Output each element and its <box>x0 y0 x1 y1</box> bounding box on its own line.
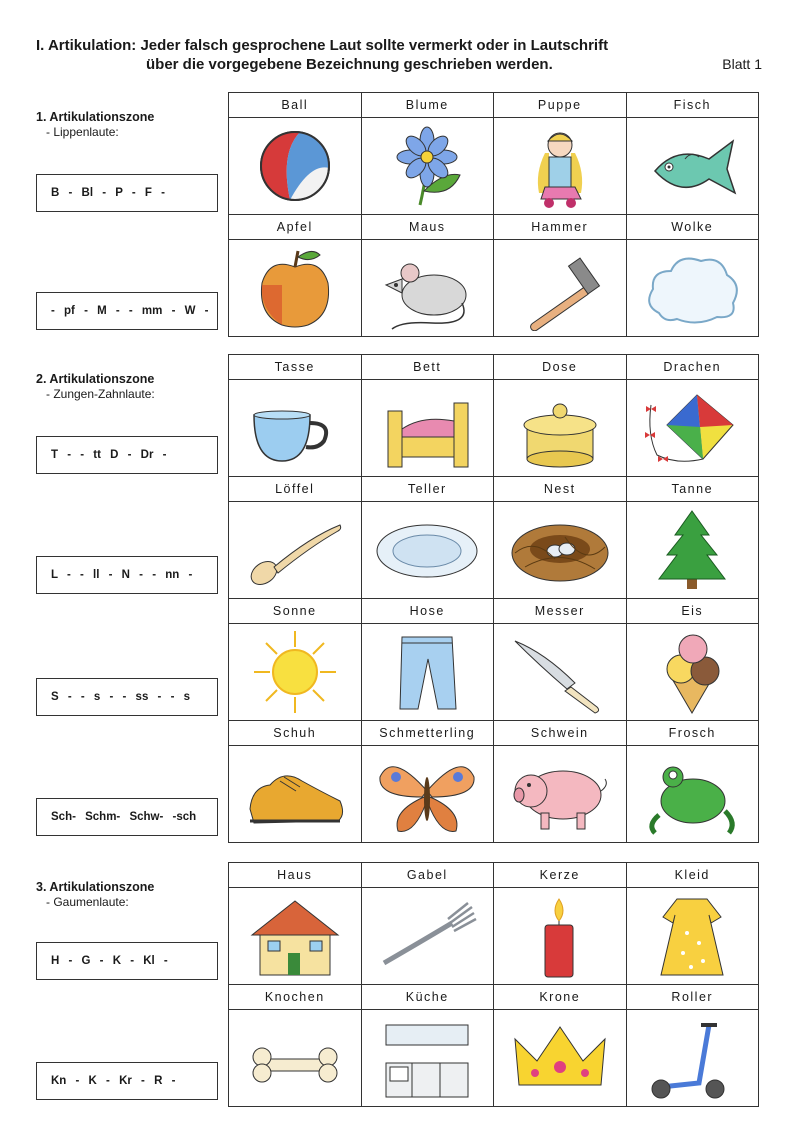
word-label: Hose <box>362 599 494 624</box>
word-label: Fisch <box>627 93 759 118</box>
scooter-icon <box>627 1010 759 1106</box>
box-icon <box>494 380 626 476</box>
word-label: Roller <box>627 985 759 1010</box>
word-card <box>229 985 362 1107</box>
zone-2-subtitle: - Zungen-Zahnlaute: <box>46 387 155 401</box>
word-label: Nest <box>494 477 626 502</box>
fork-icon <box>362 888 494 984</box>
word-row <box>229 863 759 985</box>
word-label: Puppe <box>494 93 626 118</box>
word-card <box>627 599 760 721</box>
sound-box: T - - tt D - Dr - <box>36 436 218 474</box>
sound-box: Kn - K - Kr - R - <box>36 1062 218 1100</box>
word-label: Schmetterling <box>362 721 494 746</box>
instruction-header <box>36 36 608 74</box>
instruction-line-1: I. Artikulation: Jeder falsch gesprochene Laut sollte vermerkt oder in Lautschrift <box>36 37 609 54</box>
word-card <box>362 355 495 477</box>
sheet-number: Blatt 1 <box>722 56 762 72</box>
word-label: Löffel <box>229 477 361 502</box>
word-card <box>627 215 760 337</box>
word-label: Maus <box>362 215 494 240</box>
word-row <box>229 355 759 477</box>
word-grid-zone-2 <box>228 354 759 843</box>
nest-icon <box>494 502 626 598</box>
word-row <box>229 599 759 721</box>
mouse-icon <box>362 240 494 336</box>
bed-icon <box>362 380 494 476</box>
word-label: Sonne <box>229 599 361 624</box>
sound-box: Sch- Schm- Schw- -sch <box>36 798 218 836</box>
word-card <box>362 477 495 599</box>
word-label: Drachen <box>627 355 759 380</box>
word-card <box>627 863 760 985</box>
sound-box: H - G - K - Kl - <box>36 942 218 980</box>
word-label: Kerze <box>494 863 626 888</box>
spoon-icon <box>229 502 361 598</box>
word-label: Messer <box>494 599 626 624</box>
ice-cream-icon <box>627 624 759 720</box>
sun-icon <box>229 624 361 720</box>
word-label: Wolke <box>627 215 759 240</box>
sound-box: S - - s - - ss - - s <box>36 678 218 716</box>
word-label: Haus <box>229 863 361 888</box>
word-row <box>229 721 759 843</box>
word-card <box>229 477 362 599</box>
word-card <box>229 215 362 337</box>
word-row <box>229 93 759 215</box>
word-label: Kleid <box>627 863 759 888</box>
zone-3-subtitle: - Gaumenlaute: <box>46 895 129 909</box>
word-card <box>362 215 495 337</box>
word-card <box>229 355 362 477</box>
butterfly-icon <box>362 746 494 842</box>
word-card <box>229 93 362 215</box>
word-label: Schwein <box>494 721 626 746</box>
frog-icon <box>627 746 759 842</box>
fish-icon <box>627 118 759 214</box>
word-label: Knochen <box>229 985 361 1010</box>
knife-icon <box>494 624 626 720</box>
word-label: Frosch <box>627 721 759 746</box>
zone-2-title: 2. Artikulationszone <box>36 372 155 386</box>
word-label: Tasse <box>229 355 361 380</box>
word-card <box>627 355 760 477</box>
word-label: Gabel <box>362 863 494 888</box>
word-grid-zone-3 <box>228 862 759 1107</box>
candle-icon <box>494 888 626 984</box>
word-label: Krone <box>494 985 626 1010</box>
word-card <box>494 863 627 985</box>
word-label: Eis <box>627 599 759 624</box>
instruction-line-2: über die vorgegebene Bezeichnung geschrieben werden. <box>146 56 553 73</box>
word-row <box>229 215 759 337</box>
cup-icon <box>229 380 361 476</box>
shoe-icon <box>229 746 361 842</box>
flower-icon <box>362 118 494 214</box>
word-label: Apfel <box>229 215 361 240</box>
word-card <box>627 477 760 599</box>
house-icon <box>229 888 361 984</box>
zone-1-subtitle: - Lippenlaute: <box>46 125 119 139</box>
word-card <box>627 985 760 1107</box>
word-card <box>494 93 627 215</box>
apple-icon <box>229 240 361 336</box>
word-label: Bett <box>362 355 494 380</box>
pig-icon <box>494 746 626 842</box>
word-card <box>494 599 627 721</box>
word-card <box>362 863 495 985</box>
word-card <box>362 599 495 721</box>
word-grid-zone-1 <box>228 92 759 337</box>
hammer-icon <box>494 240 626 336</box>
ball-icon <box>229 118 361 214</box>
word-row <box>229 477 759 599</box>
word-card <box>362 985 495 1107</box>
word-card <box>627 721 760 843</box>
word-card <box>362 721 495 843</box>
word-label: Dose <box>494 355 626 380</box>
bone-icon <box>229 1010 361 1106</box>
word-row <box>229 985 759 1107</box>
word-card <box>494 477 627 599</box>
word-label: Teller <box>362 477 494 502</box>
word-label: Ball <box>229 93 361 118</box>
word-card <box>229 721 362 843</box>
kitchen-icon <box>362 1010 494 1106</box>
kite-icon <box>627 380 759 476</box>
doll-icon <box>494 118 626 214</box>
sound-box: L - - ll - N - - nn - <box>36 556 218 594</box>
zone-3-title: 3. Artikulationszone <box>36 880 155 894</box>
crown-icon <box>494 1010 626 1106</box>
word-label: Blume <box>362 93 494 118</box>
fir-tree-icon <box>627 502 759 598</box>
sound-box: - pf - M - - mm - W - <box>36 292 218 330</box>
word-card <box>229 599 362 721</box>
word-card <box>494 355 627 477</box>
word-card <box>494 721 627 843</box>
zone-1-title: 1. Artikulationszone <box>36 110 155 124</box>
trousers-icon <box>362 624 494 720</box>
word-card <box>362 93 495 215</box>
dress-icon <box>627 888 759 984</box>
sound-box: B - Bl - P - F - <box>36 174 218 212</box>
word-card <box>627 93 760 215</box>
plate-icon <box>362 502 494 598</box>
word-label: Schuh <box>229 721 361 746</box>
word-card <box>494 215 627 337</box>
word-label: Tanne <box>627 477 759 502</box>
word-label: Hammer <box>494 215 626 240</box>
word-card <box>494 985 627 1107</box>
cloud-icon <box>627 240 759 336</box>
word-card <box>229 863 362 985</box>
word-label: Küche <box>362 985 494 1010</box>
